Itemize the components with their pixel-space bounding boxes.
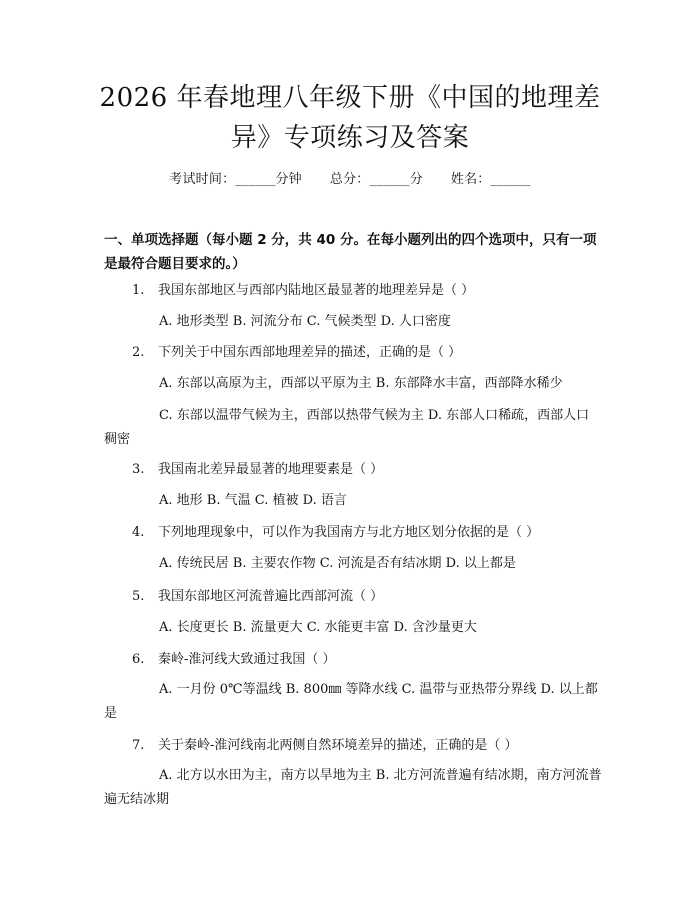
question-3-options: A. 地形 B. 气温 C. 植被 D. 语言: [159, 493, 347, 508]
question-text: 关于秦岭-淮河线南北两侧自然环境差异的描述，正确的是（ ）: [158, 738, 518, 753]
question-text: 下列地理现象中，可以作为我国南方与北方地区划分依据的是（ ）: [158, 525, 540, 540]
question-5-options: A. 长度更长 B. 流量更大 C. 水能更丰富 D. 含沙量更大: [159, 620, 477, 635]
question-4: [132, 523, 539, 543]
question-number: 1.: [132, 283, 145, 298]
question-number: 7.: [132, 738, 145, 753]
question-7: [132, 736, 518, 756]
section-heading: 一、单项选择题（每小题 2 分，共 40 分。在每小题列出的四个选项中，只有一项是最符合题目要求的。）: [104, 232, 597, 272]
question-text: 我国东部地区河流普遍比西部河流（ ）: [158, 589, 384, 604]
question-1-options: A. 地形类型 B. 河流分布 C. 气候类型 D. 人口密度: [159, 314, 451, 329]
question-6: [132, 650, 336, 670]
exam-score: 总分：______分: [329, 172, 423, 187]
page-title: [0, 78, 700, 158]
title-line-2: 异》专项练习及答案: [230, 123, 470, 153]
question-text: 下列关于中国东西部地理差异的描述，正确的是（ ）: [158, 345, 462, 360]
student-name: 姓名：______: [450, 172, 531, 187]
exam-meta: [0, 168, 700, 187]
title-line-1: 2026 年春地理八年级下册《中国的地理差: [99, 83, 601, 113]
exam-time: 考试时间：______分钟: [169, 172, 302, 187]
question-2-options-continued: C. 东部以温带气候为主，西部以热带气候为主 D. 东部人口稀疏，西部人口稠密: [104, 408, 590, 447]
question-text: 秦岭-淮河线大致通过我国（ ）: [158, 652, 336, 667]
question-1: [132, 281, 474, 301]
question-text: 我国东部地区与西部内陆地区最显著的地理差异是（ ）: [158, 283, 475, 298]
question-7-options: A. 北方以水田为主，南方以旱地为主 B. 北方河流普遍有结冰期，南方河流普遍无结冰期: [104, 768, 602, 807]
question-number: 5.: [132, 589, 145, 604]
question-number: 6.: [132, 652, 145, 667]
question-3: [132, 460, 383, 480]
question-number: 2.: [132, 345, 145, 360]
question-6-options: A. 一月份 0℃等温线 B. 800㎜ 等降水线 C. 温带与亚热带分界线 D. 以上都是: [104, 682, 598, 721]
question-number: 4.: [132, 525, 145, 540]
question-2-options: A. 东部以高原为主，西部以平原为主 B. 东部降水丰富，西部降水稀少: [159, 376, 563, 391]
question-number: 3.: [132, 462, 145, 477]
question-5: [132, 587, 383, 607]
question-4-options: A. 传统民居 B. 主要农作物 C. 河流是否有结冰期 D. 以上都是: [159, 556, 516, 571]
question-2: [132, 343, 461, 363]
question-text: 我国南北差异最显著的地理要素是（ ）: [158, 462, 384, 477]
